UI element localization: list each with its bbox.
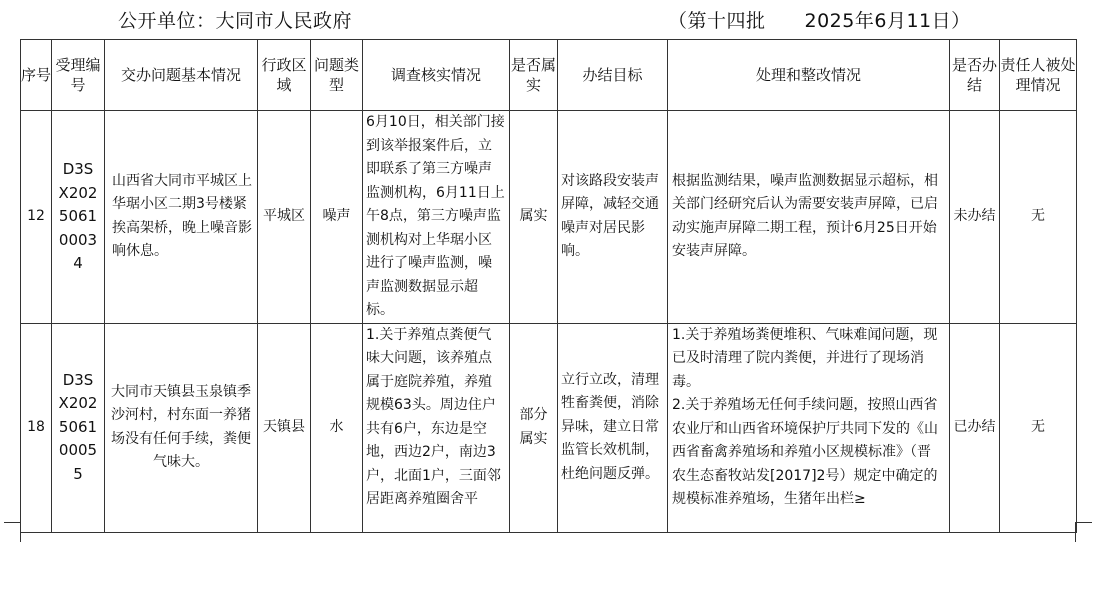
cell-verified: 部分属实 — [510, 323, 558, 532]
col-header-verified: 是否属实 — [510, 40, 558, 111]
cell-seq: 18 — [21, 323, 52, 532]
col-header-goal: 办结目标 — [558, 40, 668, 111]
cell-completed: 已办结 — [950, 323, 1000, 532]
col-header-completed: 是否办结 — [950, 40, 1000, 111]
cell-problem: 山西省大同市平城区上华琚小区二期3号楼紧挨高架桥，晚上噪音影响休息。 — [105, 111, 258, 324]
table-row — [21, 111, 1077, 324]
publisher-title: 公开单位：大同市人民政府 — [118, 10, 353, 32]
cell-completed: 未办结 — [950, 111, 1000, 324]
cell-investigation — [363, 323, 510, 532]
cell-verified: 属实 — [510, 111, 558, 324]
col-header-investigation: 调查核实情况 — [363, 40, 510, 111]
cell-investigation: 6月10日，相关部门接到该举报案件后，立即联系了第三方噪声监测机构，6月11日上午8点，第三方噪声监测机构对上华琚小区进行了噪声监测，噪声监测数据显示超标。 — [363, 111, 510, 324]
col-header-case-no: 受理编号 — [52, 40, 105, 111]
cell-goal: 立行立改，清理牲畜粪便，消除异味，建立日常监管长效机制，杜绝问题反弹。 — [558, 323, 668, 532]
col-header-rectification: 处理和整改情况 — [668, 40, 950, 111]
cell-district: 平城区 — [258, 111, 311, 324]
cell-accountability: 无 — [1000, 323, 1077, 532]
table-row — [21, 323, 1077, 532]
crop-mark-right-v — [1075, 522, 1076, 542]
col-header-accountability: 责任人被处理情况 — [1000, 40, 1077, 111]
cell-problem: 大同市天镇县玉泉镇季沙河村，村东面一养猪场没有任何手续，粪便气味大。 — [105, 323, 258, 532]
cell-accountability: 无 — [1000, 111, 1077, 324]
col-header-type: 问题类型 — [311, 40, 363, 111]
rectification-text: 1.关于养殖场粪便堆积、气味难闻问题，现已及时清理了院内粪便，并进行了现场消毒。 2.关于养殖场无任何手续问题，按照山西省农业厅和山西省环境保护厅共同下发的《山西省畜禽养殖场和养殖小区规模标准》（晋农生态畜牧站发[2017]2号）规定中确定的规模标准养殖场，生猪年出栏≥ — [672, 326, 938, 507]
header-row — [21, 40, 1077, 111]
cell-rectification — [668, 323, 950, 532]
crop-mark-left-h — [4, 522, 20, 523]
cell-district: 天镇县 — [258, 323, 311, 532]
crop-mark-right-h — [1076, 522, 1092, 523]
batch-date: （第十四批 2025年6月11日） — [668, 10, 971, 32]
cell-goal: 对该路段安装声屏障，减轻交通噪声对居民影响。 — [558, 111, 668, 324]
cell-type: 水 — [311, 323, 363, 532]
cell-seq: 12 — [21, 111, 52, 324]
cell-type: 噪声 — [311, 111, 363, 324]
crop-mark-left-v — [20, 522, 21, 542]
cell-rectification: 根据监测结果，噪声监测数据显示超标，相关部门经研究后认为需要安装声屏障，已启动实施声屏障二期工程，预计6月25日开始安装声屏障。 — [668, 111, 950, 324]
case-table — [20, 39, 1077, 533]
col-header-district: 行政区域 — [258, 40, 311, 111]
cell-case-no: D3SX202506100055 — [52, 323, 105, 532]
investigation-text: 1.关于养殖点粪便气味大问题，该养殖点属于庭院养殖，养殖规模63头。周边住户共有6户，东边是空地，西边2户，南边3户，北面1户，三面邻居距离养殖圈舍平 — [366, 326, 501, 507]
cell-case-no: D3SX202506100034 — [52, 111, 105, 324]
col-header-seq: 序号 — [21, 40, 52, 111]
col-header-problem: 交办问题基本情况 — [105, 40, 258, 111]
